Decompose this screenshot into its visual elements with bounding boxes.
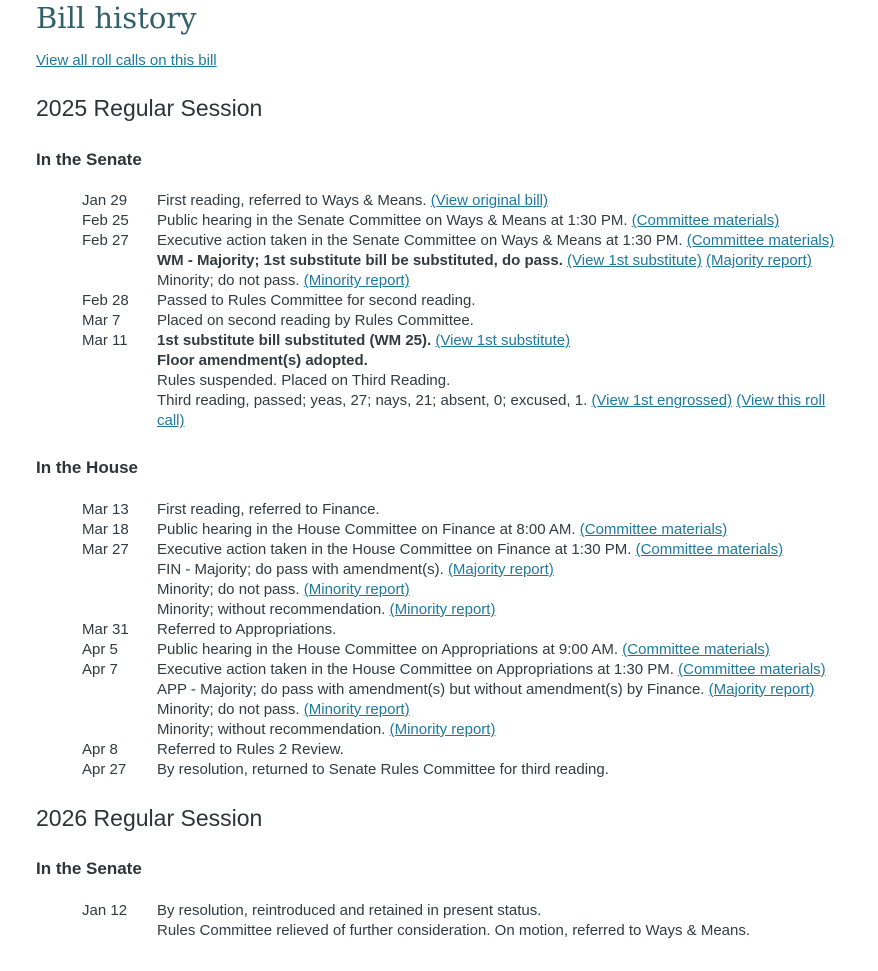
row-date: Mar 11 (82, 332, 128, 350)
row-date: Apr 27 (82, 760, 127, 778)
history-row (82, 500, 848, 520)
row-date (82, 700, 157, 720)
action-link[interactable]: (View 1st substitute) (567, 252, 702, 270)
row-date (82, 680, 157, 700)
chamber-section (36, 859, 848, 940)
history-rows (82, 191, 848, 431)
action-text: Referred to Appropriations. (157, 620, 337, 638)
row-date (82, 580, 157, 600)
action-text: 1st substitute bill substituted (WM 25). (157, 332, 432, 350)
row-date (82, 560, 157, 580)
row-action (157, 680, 848, 700)
history-rows (82, 500, 848, 780)
action-text: Placed on second reading by Rules Committee. (157, 312, 474, 330)
row-action (157, 580, 848, 600)
history-row (82, 580, 848, 600)
row-date (82, 391, 157, 431)
action-link[interactable]: (Majority report) (447, 560, 554, 578)
row-date: Apr 8 (82, 740, 118, 758)
row-date (82, 271, 157, 291)
action-text: APP - Majority; do pass with amendment(s) but without amendment(s) by Finance. (157, 680, 705, 698)
action-text: Executive action taken in the House Committee on Finance at 1:30 PM. (157, 540, 632, 558)
history-row (82, 520, 848, 540)
history-row (82, 311, 848, 331)
chambers-container (36, 150, 848, 780)
row-action (157, 311, 848, 331)
action-link[interactable]: (Minority report) (389, 600, 496, 618)
row-date: Apr 5 (82, 640, 118, 658)
action-text: Rules suspended. Placed on Third Reading. (157, 372, 451, 390)
row-action (157, 500, 848, 520)
action-link[interactable]: (Committee materials) (635, 540, 784, 558)
action-text: Referred to Rules 2 Review. (157, 740, 344, 758)
row-action (157, 921, 848, 941)
row-date (82, 371, 157, 391)
action-text: Minority; without recommendation. (157, 600, 386, 618)
session-heading: 2026 Regular Session (36, 804, 263, 831)
action-text: Passed to Rules Committee for second reading. (157, 292, 476, 310)
history-row (82, 620, 848, 640)
row-date: Jan 12 (82, 901, 128, 919)
action-link[interactable]: (View 1st substitute) (435, 332, 571, 350)
row-action (157, 231, 848, 251)
row-action (157, 291, 848, 311)
action-link[interactable]: (Minority report) (303, 700, 410, 718)
action-text: Executive action taken in the Senate Committee on Ways & Means at 1:30 PM. (157, 232, 683, 250)
action-link[interactable]: (Minority report) (303, 272, 410, 290)
history-row (82, 251, 848, 271)
session-section (36, 95, 848, 779)
action-text: First reading, referred to Finance. (157, 500, 380, 518)
chambers-container (36, 859, 848, 940)
history-row (82, 271, 848, 291)
action-text: FIN - Majority; do pass with amendment(s). (157, 560, 444, 578)
history-row (82, 351, 848, 371)
view-all-roll-calls-link[interactable]: View all roll calls on this bill (36, 52, 217, 70)
history-row (82, 921, 848, 941)
row-date: Mar 18 (82, 520, 129, 538)
history-row (82, 640, 848, 660)
history-row (82, 720, 848, 740)
row-action (157, 211, 848, 231)
row-action (157, 391, 848, 431)
action-link[interactable]: (Minority report) (303, 580, 410, 598)
row-date: Mar 13 (82, 500, 129, 518)
history-row (82, 371, 848, 391)
row-date: Feb 28 (82, 292, 129, 310)
action-text: Minority; do not pass. (157, 580, 300, 598)
history-row (82, 901, 848, 921)
history-row (82, 231, 848, 251)
row-date (82, 921, 157, 941)
action-text: Public hearing in the Senate Committee on Ways & Means at 1:30 PM. (157, 212, 628, 230)
history-row (82, 660, 848, 680)
history-row (82, 700, 848, 720)
action-text: Minority; do not pass. (157, 272, 300, 290)
action-link[interactable]: (View original bill) (430, 192, 548, 210)
action-link[interactable]: (Minority report) (389, 720, 496, 738)
row-date: Mar 27 (82, 540, 129, 558)
action-text: By resolution, reintroduced and retained in present status. (157, 901, 542, 919)
history-row (82, 291, 848, 311)
history-row (82, 760, 848, 780)
row-date (82, 351, 157, 371)
action-text: Public hearing in the House Committee on Appropriations at 9:00 AM. (157, 640, 619, 658)
row-action (157, 720, 848, 740)
row-action (157, 760, 848, 780)
row-action (157, 600, 848, 620)
row-action (157, 660, 848, 680)
history-row (82, 600, 848, 620)
action-text: Executive action taken in the House Committee on Appropriations at 1:30 PM. (157, 660, 674, 678)
action-link[interactable]: (View 1st engrossed) (591, 392, 733, 410)
history-row (82, 740, 848, 760)
action-link[interactable]: (Majority report) (705, 252, 812, 270)
chamber-section (36, 150, 848, 431)
row-action (157, 740, 848, 760)
row-action (157, 560, 848, 580)
chamber-heading: In the House (36, 458, 139, 478)
row-date (82, 720, 157, 740)
action-text: By resolution, returned to Senate Rules Committee for third reading. (157, 760, 609, 778)
action-link[interactable]: (View this roll call) (157, 392, 826, 430)
row-action (157, 251, 848, 271)
row-action (157, 351, 848, 371)
row-action (157, 700, 848, 720)
row-date: Feb 25 (82, 212, 129, 230)
action-text: First reading, referred to Ways & Means. (157, 192, 427, 210)
chamber-heading: In the Senate (36, 149, 142, 169)
row-date: Mar 7 (82, 312, 121, 330)
action-text: Third reading, passed; yeas, 27; nays, 21; absent, 0; excused, 1. (157, 392, 588, 410)
row-date (82, 600, 157, 620)
action-link[interactable]: (Majority report) (708, 680, 815, 698)
history-row (82, 331, 848, 351)
action-text: Minority; do not pass. (157, 700, 300, 718)
page-title: Bill history (36, 1, 197, 35)
row-date: Jan 29 (82, 192, 128, 210)
history-row (82, 391, 848, 431)
action-text: Floor amendment(s) adopted. (157, 352, 368, 370)
history-row (82, 680, 848, 700)
row-action (157, 191, 848, 211)
action-link[interactable]: (Committee materials) (579, 520, 728, 538)
row-action (157, 331, 848, 351)
action-link[interactable]: (Committee materials) (631, 212, 780, 230)
row-action (157, 540, 848, 560)
history-row (82, 560, 848, 580)
action-text: WM - Majority; 1st substitute bill be substituted, do pass. (157, 252, 563, 270)
session-heading: 2025 Regular Session (36, 95, 263, 122)
action-link[interactable]: (Committee materials) (622, 640, 770, 658)
row-action (157, 901, 848, 921)
history-row (82, 211, 848, 231)
row-action (157, 371, 848, 391)
row-date: Feb 27 (82, 232, 129, 250)
action-text: Rules Committee relieved of further consideration. On motion, referred to Ways & Means. (157, 921, 751, 939)
row-date: Mar 31 (82, 620, 129, 638)
action-text: Minority; without recommendation. (157, 720, 386, 738)
action-link[interactable]: (Committee materials) (686, 232, 835, 250)
history-row (82, 540, 848, 560)
row-date (82, 251, 157, 271)
row-action (157, 271, 848, 291)
action-link[interactable]: (Committee materials) (678, 660, 826, 678)
row-action (157, 640, 848, 660)
session-section (36, 805, 848, 941)
history-rows (82, 901, 848, 941)
chamber-heading: In the Senate (36, 859, 142, 879)
action-text: Public hearing in the House Committee on Finance at 8:00 AM. (157, 520, 576, 538)
row-action (157, 520, 848, 540)
chamber-section (36, 458, 848, 779)
history-row (82, 191, 848, 211)
sessions-container (36, 95, 848, 940)
row-date: Apr 7 (82, 660, 118, 678)
row-action (157, 620, 848, 640)
